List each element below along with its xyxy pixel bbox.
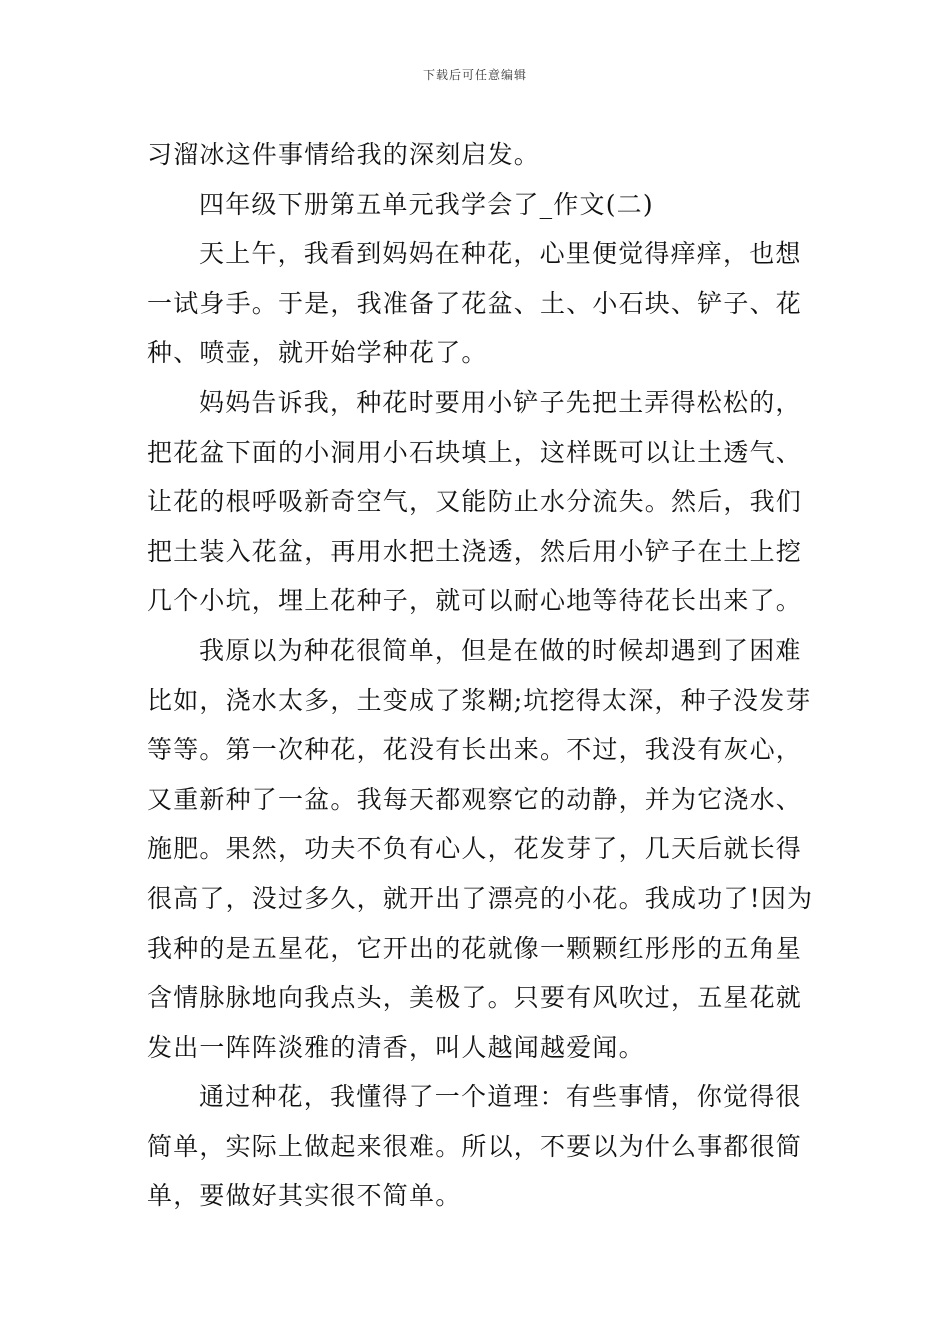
text-line: 简单，实际上做起来很难。所以，不要以为什么事都很简 bbox=[147, 1131, 803, 1161]
text-line: 很高了，没过多久，就开出了漂亮的小花。我成功了!因为 bbox=[147, 883, 814, 913]
text-line: 把花盆下面的小洞用小石块填上，这样既可以让土透气、 bbox=[147, 437, 803, 467]
text-line: 几个小坑，埋上花种子，就可以耐心地等待花长出来了。 bbox=[147, 586, 803, 616]
text-line: 让花的根呼吸新奇空气，又能防止水分流失。然后，我们 bbox=[147, 487, 803, 517]
text-line: 等等。第一次种花，花没有长出来。不过，我没有灰心， bbox=[147, 735, 803, 765]
text-line: 施肥。果然，功夫不负有心人，花发芽了，几天后就长得 bbox=[147, 834, 803, 864]
text-line: 习溜冰这件事情给我的深刻启发。 bbox=[147, 140, 541, 169]
header-note: 下载后可任意编辑 bbox=[422, 68, 527, 82]
text-line: 把土装入花盆，再用水把土浇透，然后用小铲子在土上挖 bbox=[147, 536, 803, 566]
text-line: 又重新种了一盆。我每天都观察它的动静，并为它浇水、 bbox=[147, 784, 803, 814]
text-line: 比如，浇水太多，土变成了浆糊;坑挖得太深，种子没发芽 bbox=[147, 685, 812, 715]
text-line: 单，要做好其实很不简单。 bbox=[147, 1181, 462, 1211]
text-line: 一试身手。于是，我准备了花盆、土、小石块、铲子、花 bbox=[147, 288, 803, 318]
text-line: 我原以为种花很简单，但是在做的时候却遇到了困难 bbox=[199, 635, 802, 665]
text-line: 发出一阵阵淡雅的清香，叫人越闻越爱闻。 bbox=[147, 1032, 645, 1062]
text-line: 含情脉脉地向我点头，美极了。只要有风吹过，五星花就 bbox=[147, 983, 803, 1013]
text-line: 我种的是五星花，它开出的花就像一颗颗红彤彤的五角星 bbox=[147, 933, 803, 963]
section-title: 四年级下册第五单元我学会了_作文(二) bbox=[199, 189, 654, 219]
text-line: 种、喷壶，就开始学种花了。 bbox=[147, 338, 488, 368]
text-line: 天上午，我看到妈妈在种花，心里便觉得痒痒，也想 bbox=[199, 239, 802, 269]
text-line: 妈妈告诉我，种花时要用小铲子先把土弄得松松的， bbox=[199, 387, 802, 417]
text-line: 通过种花，我懂得了一个道理：有些事情，你觉得很 bbox=[199, 1082, 802, 1112]
document-body bbox=[147, 130, 814, 1221]
